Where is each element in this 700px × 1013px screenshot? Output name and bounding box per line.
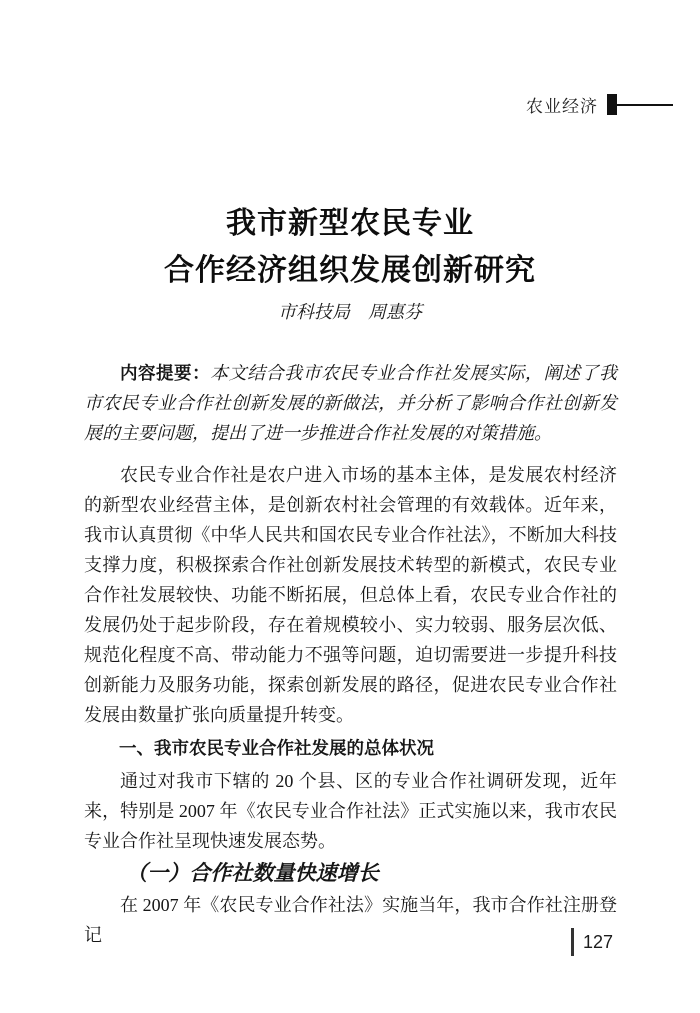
page-number-footer bbox=[571, 928, 613, 956]
section-heading-1: 一、我市农民专业合作社发展的总体状况 bbox=[119, 738, 434, 758]
running-header bbox=[526, 92, 673, 117]
abstract bbox=[84, 358, 617, 448]
header-rule bbox=[617, 104, 673, 106]
abstract-text: 本文结合我市农民专业合作社发展实际，阐述了我市农民专业合作社创新发展的新做法，并分析了影响合作社创新发展的主要问题，提出了进一步推进合作社发展的对策措施。 bbox=[84, 363, 618, 443]
article-title bbox=[0, 200, 700, 294]
section-label: 农业经济 bbox=[526, 97, 598, 116]
paragraph-1: 农民专业合作社是农户进入市场的基本主体，是发展农村经济的新型农业经营主体，是创新农村社会管理的有效载体。近年来，我市认真贯彻《中华人民共和国农民专业合作社法》，不断加大科技支撑力度，积极探索合作社创新发展技术转型的新模式，农民专业合作社发展较快、功能不断拓展，但总体上看，农民专业合作社的发展仍处于起步阶段，存在着规模较小、实力较弱、服务层次低、规范化程度不高、带动能力不强等问题，迫切需要进一步提升科技创新能力及服务功能，探索创新发展的路径，促进农民专业合作社发展由数量扩张向质量提升转变。 bbox=[84, 465, 617, 725]
page-number-rule bbox=[571, 928, 574, 956]
article-title-line-1: 我市新型农民专业 bbox=[226, 207, 474, 240]
page-number: 127 bbox=[583, 931, 614, 952]
body-column bbox=[84, 358, 617, 950]
abstract-label: 内容提要： bbox=[120, 363, 211, 383]
header-marker-icon bbox=[607, 94, 617, 115]
paragraph-2: 通过对我市下辖的 20 个县、区的专业合作社调研发现，近年来，特别是 2007 年《农民专业合作社法》正式实施以来，我市农民专业合作社呈现快速发展态势。 bbox=[84, 771, 617, 851]
sub-heading-1: （一）合作社数量快速增长 bbox=[126, 861, 379, 885]
paragraph-3: 在 2007 年《农民专业合作社法》实施当年，我市合作社注册登记 bbox=[84, 895, 617, 945]
byline: 市科技局 周惠芬 bbox=[278, 302, 422, 322]
article-title-line-2: 合作经济组织发展创新研究 bbox=[164, 254, 536, 287]
